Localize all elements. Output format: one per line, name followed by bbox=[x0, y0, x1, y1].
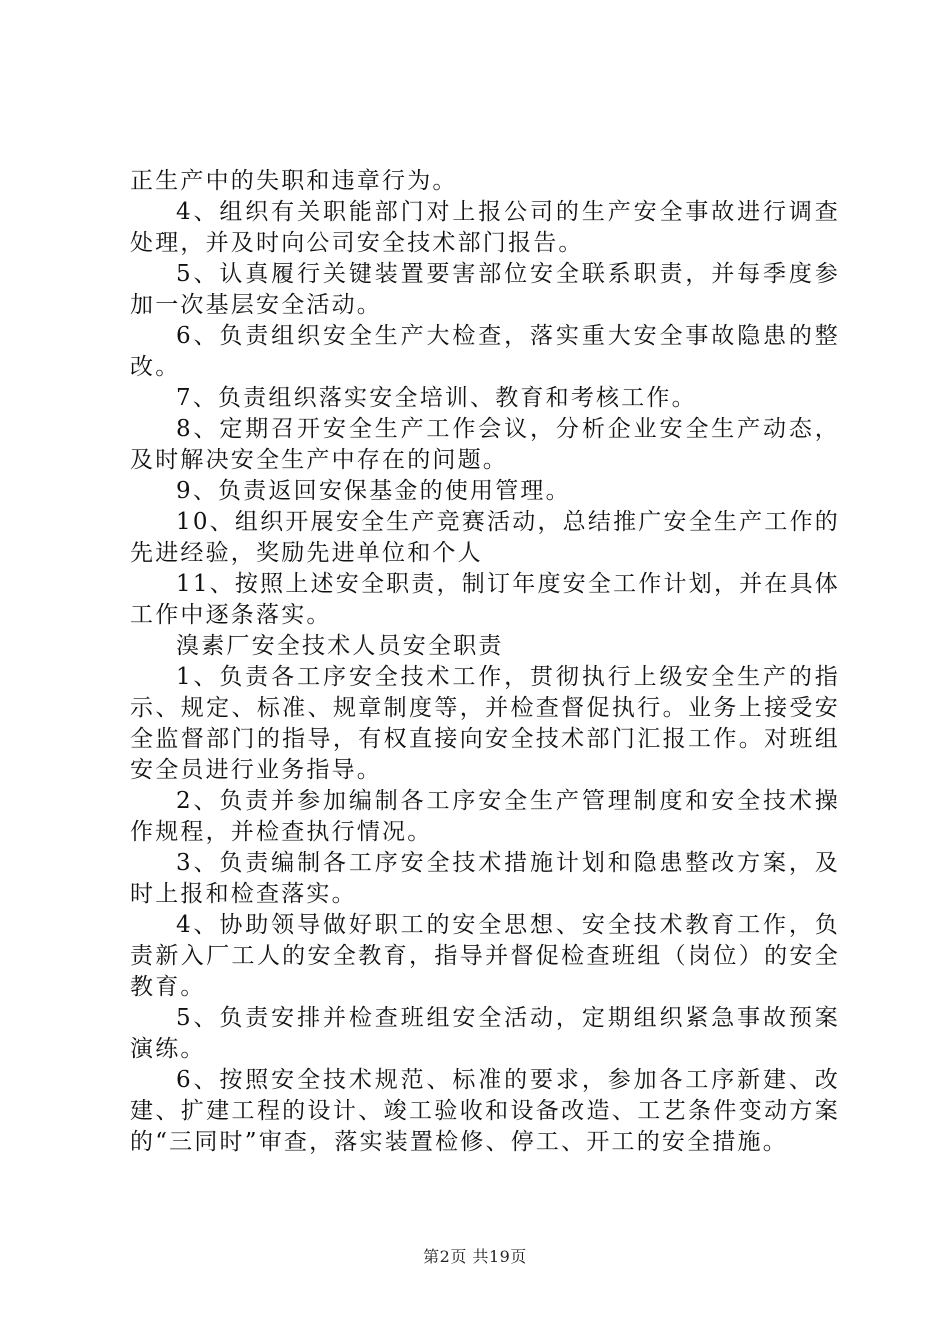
paragraph: 3、负责编制各工序安全技术措施计划和隐患整改方案，及时上报和检查落实。 bbox=[130, 850, 840, 907]
paragraph: 7、负责组织落实安全培训、教育和考核工作。 bbox=[176, 385, 697, 411]
paragraph: 4、组织有关职能部门对上报公司的生产安全事故进行调查处理，并及时向公司安全技术部门报告。 bbox=[130, 199, 840, 256]
section-heading: 溴素厂安全技术人员安全职责 bbox=[176, 633, 504, 659]
paragraph: 6、按照安全技术规范、标准的要求，参加各工序新建、改建、扩建工程的设计、竣工验收和设备改造、工艺条件变动方案的“三同时”审查，落实装置检修、停工、开工的安全措施。 bbox=[130, 1067, 840, 1155]
document-body bbox=[130, 166, 840, 1158]
paragraph: 2、负责并参加编制各工序安全生产管理制度和安全技术操作规程，并检查执行情况。 bbox=[130, 788, 840, 845]
paragraph: 8、定期召开安全生产工作会议，分析企业安全生产动态，及时解决安全生产中存在的问题。 bbox=[130, 416, 840, 473]
paragraph: 5、认真履行关键装置要害部位安全联系职责，并每季度参加一次基层安全活动。 bbox=[130, 261, 840, 318]
page-footer: 第2页 共19页 bbox=[423, 1247, 527, 1266]
paragraph: 4、协助领导做好职工的安全思想、安全技术教育工作，负责新入厂工人的安全教育，指导并督促检查班组（岗位）的安全教育。 bbox=[130, 912, 840, 1000]
paragraph: 6、负责组织安全生产大检查，落实重大安全事故隐患的整改。 bbox=[130, 323, 840, 380]
paragraph: 正生产中的失职和违章行为。 bbox=[130, 168, 458, 194]
paragraph: 9、负责返回安保基金的使用管理。 bbox=[176, 478, 571, 504]
paragraph: 5、负责安排并检查班组安全活动，定期组织紧急事故预案演练。 bbox=[130, 1005, 840, 1062]
paragraph: 11、按照上述安全职责，制订年度安全工作计划，并在具体工作中逐条落实。 bbox=[130, 571, 840, 628]
paragraph: 10、组织开展安全生产竞赛活动，总结推广安全生产工作的先进经验，奖励先进单位和个人 bbox=[130, 509, 840, 566]
paragraph: 1、负责各工序安全技术工作，贯彻执行上级安全生产的指示、规定、标准、规章制度等，并检查督促执行。业务上接受安全监督部门的指导，有权直接向安全技术部门汇报工作。对班组安全员进行业务指导。 bbox=[130, 664, 840, 783]
